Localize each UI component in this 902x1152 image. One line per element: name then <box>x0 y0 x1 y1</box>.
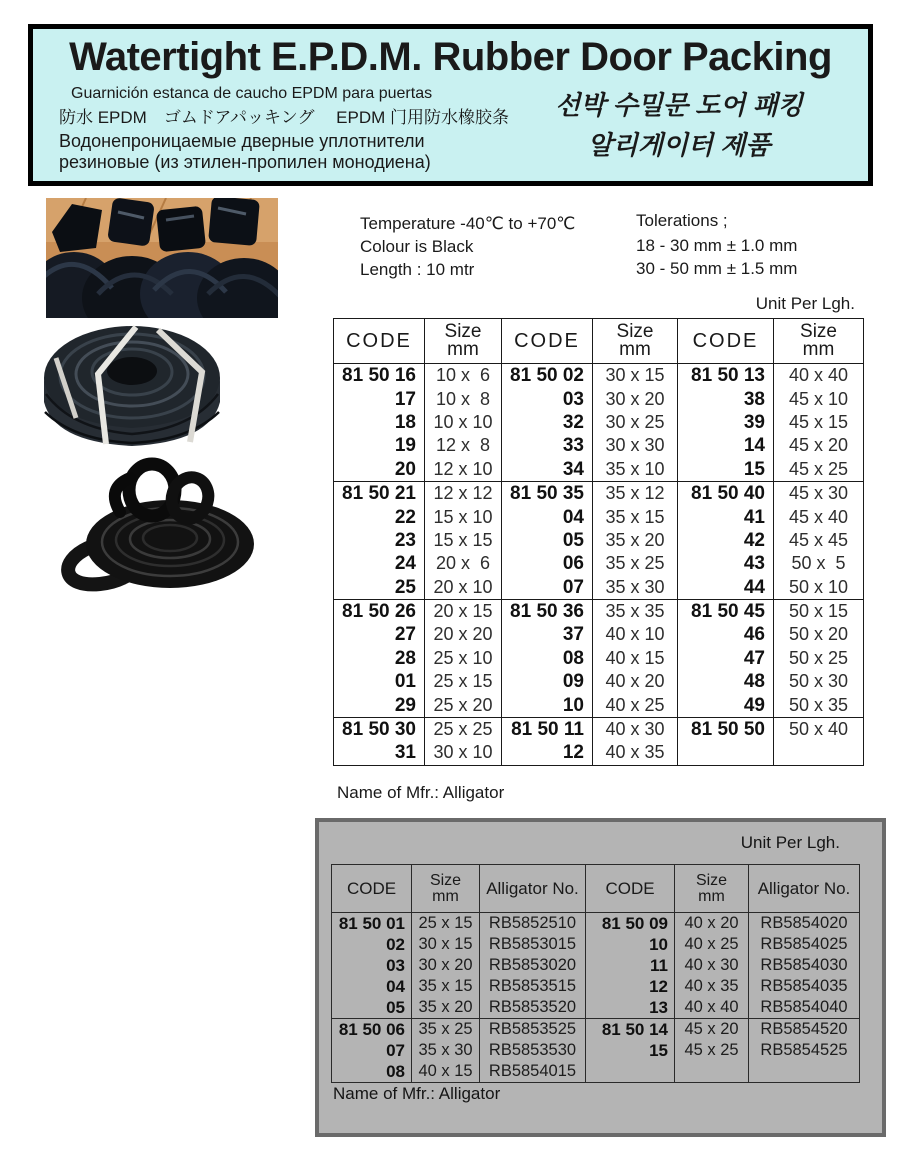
table-group-1 <box>334 364 864 482</box>
spec-temperature: Temperature -40℃ to +70℃ <box>360 214 576 233</box>
code-cell: 81 50 11 <box>502 717 593 741</box>
alligator-cell: RB5853520 <box>480 997 586 1019</box>
name-of-mfr-label-top: Name of Mfr.: Alligator <box>337 783 505 802</box>
code-cell: 81 50 26 <box>334 599 425 623</box>
size-cell: 50 x 10 <box>774 576 864 600</box>
product-specs <box>360 212 575 281</box>
code-cell: 10 <box>586 934 675 955</box>
size-cell: 12 x 8 <box>425 434 502 457</box>
table-row <box>334 741 864 765</box>
size-cell: 10 x 8 <box>425 387 502 410</box>
subtitle-spanish: Guarnición estanca de caucho EPDM para puertas <box>71 85 433 102</box>
size-cell: 50 x 5 <box>774 552 864 575</box>
size-cell: 45 x 15 <box>774 411 864 434</box>
code-cell <box>586 1061 675 1083</box>
code-cell: 42 <box>678 529 774 552</box>
code-cell: 19 <box>334 434 425 457</box>
code-cell: 81 50 01 <box>332 913 412 935</box>
alligator-cell <box>749 1061 860 1083</box>
size-cell: 15 x 15 <box>425 529 502 552</box>
code-cell: 81 50 36 <box>502 599 593 623</box>
size-cell: 20 x 15 <box>425 599 502 623</box>
code-cell: 13 <box>586 997 675 1019</box>
size-cell: 40 x 35 <box>593 741 678 765</box>
subtitle-russian-line1: Водонепроницаемые дверные уплотнители <box>59 131 425 151</box>
size-cell: 45 x 20 <box>774 434 864 457</box>
code-cell: 81 50 09 <box>586 913 675 935</box>
code-header: CODE <box>678 319 774 364</box>
code-cell: 81 50 02 <box>502 364 593 388</box>
code-cell: 15 <box>678 458 774 482</box>
size-cell: 20 x 6 <box>425 552 502 575</box>
alligator-cell: RB5854520 <box>749 1019 860 1041</box>
code-cell: 24 <box>334 552 425 575</box>
table-row <box>334 505 864 528</box>
size-cell: 40 x 40 <box>774 364 864 388</box>
size-cell: 20 x 10 <box>425 576 502 600</box>
size-cell: 30 x 15 <box>412 934 480 955</box>
table-row <box>334 411 864 434</box>
table-row <box>334 693 864 717</box>
code-header: CODE <box>334 319 425 364</box>
size-cell: 25 x 15 <box>412 913 480 935</box>
table-row <box>332 976 860 997</box>
size-cell: 45 x 45 <box>774 529 864 552</box>
size-cell: 25 x 20 <box>425 693 502 717</box>
size-cell: 35 x 15 <box>593 505 678 528</box>
header-banner <box>28 24 873 186</box>
size-cell: 30 x 20 <box>593 387 678 410</box>
size-cell: 35 x 35 <box>593 599 678 623</box>
code-cell: 81 50 40 <box>678 481 774 505</box>
alligator-cell: RB5854035 <box>749 976 860 997</box>
table-row <box>334 434 864 457</box>
spec-colour: Colour is Black <box>360 237 474 256</box>
size-cell: 12 x 10 <box>425 458 502 482</box>
table-group-4 <box>334 717 864 765</box>
size-cell: 12 x 12 <box>425 481 502 505</box>
code-cell: 37 <box>502 623 593 646</box>
code-cell: 81 50 16 <box>334 364 425 388</box>
size-cell: 40 x 30 <box>675 955 749 976</box>
size-cell: 45 x 10 <box>774 387 864 410</box>
size-cell: 40 x 15 <box>593 647 678 670</box>
code-cell: 02 <box>332 934 412 955</box>
code-cell: 48 <box>678 670 774 693</box>
code-cell: 81 50 14 <box>586 1019 675 1041</box>
size-cell: 50 x 40 <box>774 717 864 741</box>
size-cell: 40 x 15 <box>412 1061 480 1083</box>
alligator-table-panel <box>315 818 886 1137</box>
size-cell: 45 x 40 <box>774 505 864 528</box>
size-cell <box>774 741 864 765</box>
spec-length: Length : 10 mtr <box>360 260 475 279</box>
size-cell: 35 x 20 <box>593 529 678 552</box>
table-row <box>334 670 864 693</box>
table-row <box>334 387 864 410</box>
size-cell: 35 x 10 <box>593 458 678 482</box>
tolerations <box>636 209 797 280</box>
code-cell: 31 <box>334 741 425 765</box>
alligator-cell: RB5854025 <box>749 934 860 955</box>
table-row <box>334 552 864 575</box>
alligator-cell: RB5853530 <box>480 1040 586 1061</box>
subtitle-japanese-chinese: 防水 EPDM ゴムドアパッキング EPDM 门用防水橡胶条 <box>59 108 510 127</box>
header-row <box>334 319 864 364</box>
code-cell: 05 <box>332 997 412 1019</box>
size-cell: 35 x 25 <box>593 552 678 575</box>
code-cell: 15 <box>586 1040 675 1061</box>
tolerations-label: Tolerations ; <box>636 211 728 230</box>
size-cell: 25 x 25 <box>425 717 502 741</box>
size-mm-header: Size mm <box>675 865 749 913</box>
product-photo-coil-loose <box>58 448 258 598</box>
code-size-table <box>333 318 864 766</box>
size-cell <box>675 1061 749 1083</box>
subtitle-russian-line2: резиновые (из этилен-пропилен монодиена) <box>59 152 431 172</box>
code-cell: 81 50 06 <box>332 1019 412 1041</box>
table-row <box>334 599 864 623</box>
size-cell: 45 x 20 <box>675 1019 749 1041</box>
code-cell: 10 <box>502 693 593 717</box>
table-row <box>334 717 864 741</box>
code-cell: 14 <box>678 434 774 457</box>
subtitle-korean-line2: 알리게이터 제품 <box>587 130 771 160</box>
table-row <box>334 647 864 670</box>
alligator-cell: RB5854525 <box>749 1040 860 1061</box>
size-cell: 10 x 10 <box>425 411 502 434</box>
size-cell: 40 x 35 <box>675 976 749 997</box>
code-cell: 01 <box>334 670 425 693</box>
alligator-no-header: Alligator No. <box>749 865 860 913</box>
toleration-line1: 18 - 30 mm ± 1.0 mm <box>636 236 798 255</box>
size-cell: 15 x 10 <box>425 505 502 528</box>
code-cell: 25 <box>334 576 425 600</box>
size-cell: 35 x 30 <box>593 576 678 600</box>
size-cell: 30 x 20 <box>412 955 480 976</box>
table-row <box>332 913 860 935</box>
size-cell: 25 x 10 <box>425 647 502 670</box>
size-mm-header: Size mm <box>593 319 678 364</box>
table-group-1 <box>332 913 860 1019</box>
code-cell: 20 <box>334 458 425 482</box>
code-cell: 27 <box>334 623 425 646</box>
table-row <box>334 576 864 600</box>
code-cell: 12 <box>502 741 593 765</box>
size-cell: 35 x 25 <box>412 1019 480 1041</box>
table-row <box>332 1061 860 1083</box>
name-of-mfr-label-bottom: Name of Mfr.: Alligator <box>333 1084 501 1103</box>
size-cell: 50 x 20 <box>774 623 864 646</box>
code-header: CODE <box>332 865 412 913</box>
size-mm-header: Size mm <box>412 865 480 913</box>
code-header: CODE <box>586 865 675 913</box>
size-cell: 40 x 25 <box>675 934 749 955</box>
code-cell: 09 <box>502 670 593 693</box>
table-group-3 <box>334 599 864 717</box>
table-row <box>332 1040 860 1061</box>
product-photo-coil-tied <box>40 322 224 450</box>
table-row <box>332 1019 860 1041</box>
code-cell: 18 <box>334 411 425 434</box>
size-mm-header: Size mm <box>425 319 502 364</box>
size-cell: 25 x 15 <box>425 670 502 693</box>
header-subtitles <box>33 82 868 173</box>
size-cell: 45 x 25 <box>774 458 864 482</box>
alligator-cell: RB5853015 <box>480 934 586 955</box>
code-cell: 12 <box>586 976 675 997</box>
code-cell: 11 <box>586 955 675 976</box>
code-cell: 05 <box>502 529 593 552</box>
table-group-2 <box>334 481 864 599</box>
table-row <box>334 458 864 482</box>
size-cell: 35 x 15 <box>412 976 480 997</box>
code-cell: 32 <box>502 411 593 434</box>
code-cell: 07 <box>332 1040 412 1061</box>
alligator-cell: RB5854020 <box>749 913 860 935</box>
code-cell: 39 <box>678 411 774 434</box>
table-row <box>334 481 864 505</box>
code-cell: 49 <box>678 693 774 717</box>
code-cell: 03 <box>332 955 412 976</box>
table-row <box>334 529 864 552</box>
code-cell: 41 <box>678 505 774 528</box>
size-cell: 30 x 25 <box>593 411 678 434</box>
alligator-cell: RB5854015 <box>480 1061 586 1083</box>
header-row <box>332 865 860 913</box>
size-cell: 40 x 20 <box>675 913 749 935</box>
code-cell: 06 <box>502 552 593 575</box>
alligator-no-header: Alligator No. <box>480 865 586 913</box>
size-cell: 50 x 30 <box>774 670 864 693</box>
alligator-cell: RB5853020 <box>480 955 586 976</box>
code-cell: 81 50 21 <box>334 481 425 505</box>
code-cell: 07 <box>502 576 593 600</box>
unit-per-lgh-label-top: Unit Per Lgh. <box>755 294 855 313</box>
code-cell: 17 <box>334 387 425 410</box>
code-cell: 47 <box>678 647 774 670</box>
size-cell: 30 x 10 <box>425 741 502 765</box>
size-cell: 50 x 15 <box>774 599 864 623</box>
size-cell: 30 x 15 <box>593 364 678 388</box>
product-photo-rubber-profile-rolls <box>46 198 278 318</box>
code-cell: 81 50 45 <box>678 599 774 623</box>
code-cell <box>678 741 774 765</box>
code-cell: 04 <box>502 505 593 528</box>
alligator-code-table <box>331 864 860 1083</box>
table-row <box>332 934 860 955</box>
code-cell: 08 <box>502 647 593 670</box>
size-cell: 35 x 20 <box>412 997 480 1019</box>
table-row <box>334 623 864 646</box>
code-cell: 33 <box>502 434 593 457</box>
alligator-cell: RB5852510 <box>480 913 586 935</box>
code-cell: 44 <box>678 576 774 600</box>
size-mm-header: Size mm <box>774 319 864 364</box>
table-row <box>332 955 860 976</box>
code-cell: 04 <box>332 976 412 997</box>
size-cell: 45 x 25 <box>675 1040 749 1061</box>
size-cell: 40 x 25 <box>593 693 678 717</box>
size-cell: 45 x 30 <box>774 481 864 505</box>
subtitle-korean-line1: 선박 수밀문 도어 패킹 <box>555 90 803 120</box>
table-row <box>334 364 864 388</box>
size-cell: 50 x 25 <box>774 647 864 670</box>
code-cell: 28 <box>334 647 425 670</box>
size-cell: 35 x 30 <box>412 1040 480 1061</box>
toleration-line2: 30 - 50 mm ± 1.5 mm <box>636 259 798 278</box>
code-cell: 46 <box>678 623 774 646</box>
code-cell: 38 <box>678 387 774 410</box>
code-cell: 81 50 35 <box>502 481 593 505</box>
size-cell: 40 x 30 <box>593 717 678 741</box>
size-cell: 10 x 6 <box>425 364 502 388</box>
alligator-cell: RB5854040 <box>749 997 860 1019</box>
size-cell: 20 x 20 <box>425 623 502 646</box>
size-cell: 40 x 20 <box>593 670 678 693</box>
size-cell: 35 x 12 <box>593 481 678 505</box>
table-row <box>332 997 860 1019</box>
size-cell: 40 x 10 <box>593 623 678 646</box>
code-cell: 23 <box>334 529 425 552</box>
size-cell: 30 x 30 <box>593 434 678 457</box>
code-cell: 81 50 13 <box>678 364 774 388</box>
alligator-cell: RB5853525 <box>480 1019 586 1041</box>
code-cell: 29 <box>334 693 425 717</box>
code-cell: 03 <box>502 387 593 410</box>
code-cell: 34 <box>502 458 593 482</box>
code-cell: 43 <box>678 552 774 575</box>
code-header: CODE <box>502 319 593 364</box>
page-title: Watertight E.P.D.M. Rubber Door Packing <box>69 35 832 79</box>
unit-per-lgh-label-bottom: Unit Per Lgh. <box>740 833 840 852</box>
code-cell: 22 <box>334 505 425 528</box>
code-cell: 81 50 30 <box>334 717 425 741</box>
code-cell: 08 <box>332 1061 412 1083</box>
code-cell: 81 50 50 <box>678 717 774 741</box>
table-group-2 <box>332 1019 860 1083</box>
alligator-cell: RB5854030 <box>749 955 860 976</box>
size-cell: 40 x 40 <box>675 997 749 1019</box>
alligator-cell: RB5853515 <box>480 976 586 997</box>
size-cell: 50 x 35 <box>774 693 864 717</box>
